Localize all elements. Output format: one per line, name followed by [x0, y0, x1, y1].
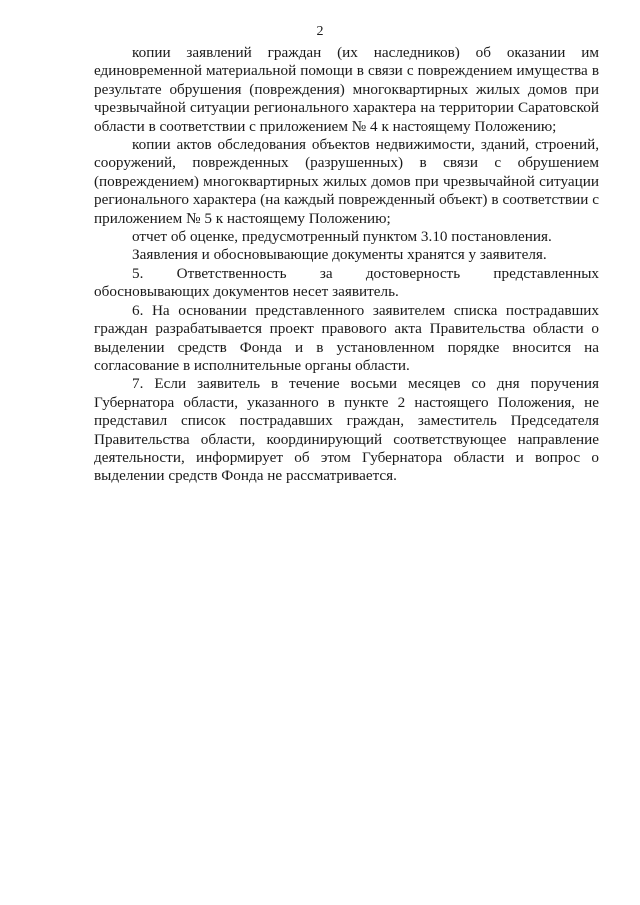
paragraph-documents-storage: Заявления и обосновывающие документы хранятся у заявителя.: [132, 246, 547, 264]
paragraph-clause-6: 6. На основании представленного заявителем списка пострадавших граждан разрабатывается проект правового акта Правительства области о выделении средств Фонда и в установленном порядке вносится на согласование в исполнительные органы области.: [94, 301, 599, 374]
document-body: [94, 44, 599, 486]
paragraph-clause-7: 7. Если заявитель в течение восьми месяцев со дня поручения Губернатора области, указанного в пункте 2 настоящего Положения, не представил список пострадавших граждан, заместитель Председателя Правительства области, координирующий соответствующее направление деятельности, информирует об этом Губернатора области и вопрос о выделении средств Фонда не рассматривается.: [94, 375, 599, 485]
paragraph-valuation-report: отчет об оценке, предусмотренный пунктом 3.10 постановления.: [132, 228, 552, 246]
paragraph-copies-of-applications: копии заявлений граждан (их наследников) об оказании им единовременной материальной помощи в связи с повреждением имущества в результате обрушения (повреждения) многоквартирных жилых домов при чрезвычайной ситуации регионального характера на территории Саратовской области в соответствии с приложением № 4 к настоящему Положению;: [94, 44, 599, 135]
paragraph-copies-of-inspection-acts: копии актов обследования объектов недвижимости, зданий, строений, сооружений, поврежденных (разрушенных) в связи с обрушением (повреждением) многоквартирных жилых домов при чрезвычайной ситуации регионального характера (на каждый поврежденный объект) в соответствии с приложением № 5 к настоящему Положению;: [94, 136, 599, 227]
paragraph-clause-5: 5. Ответственность за достоверность представленных обосновывающих документов несет заявитель.: [94, 264, 599, 301]
page-number: 2: [316, 24, 324, 39]
